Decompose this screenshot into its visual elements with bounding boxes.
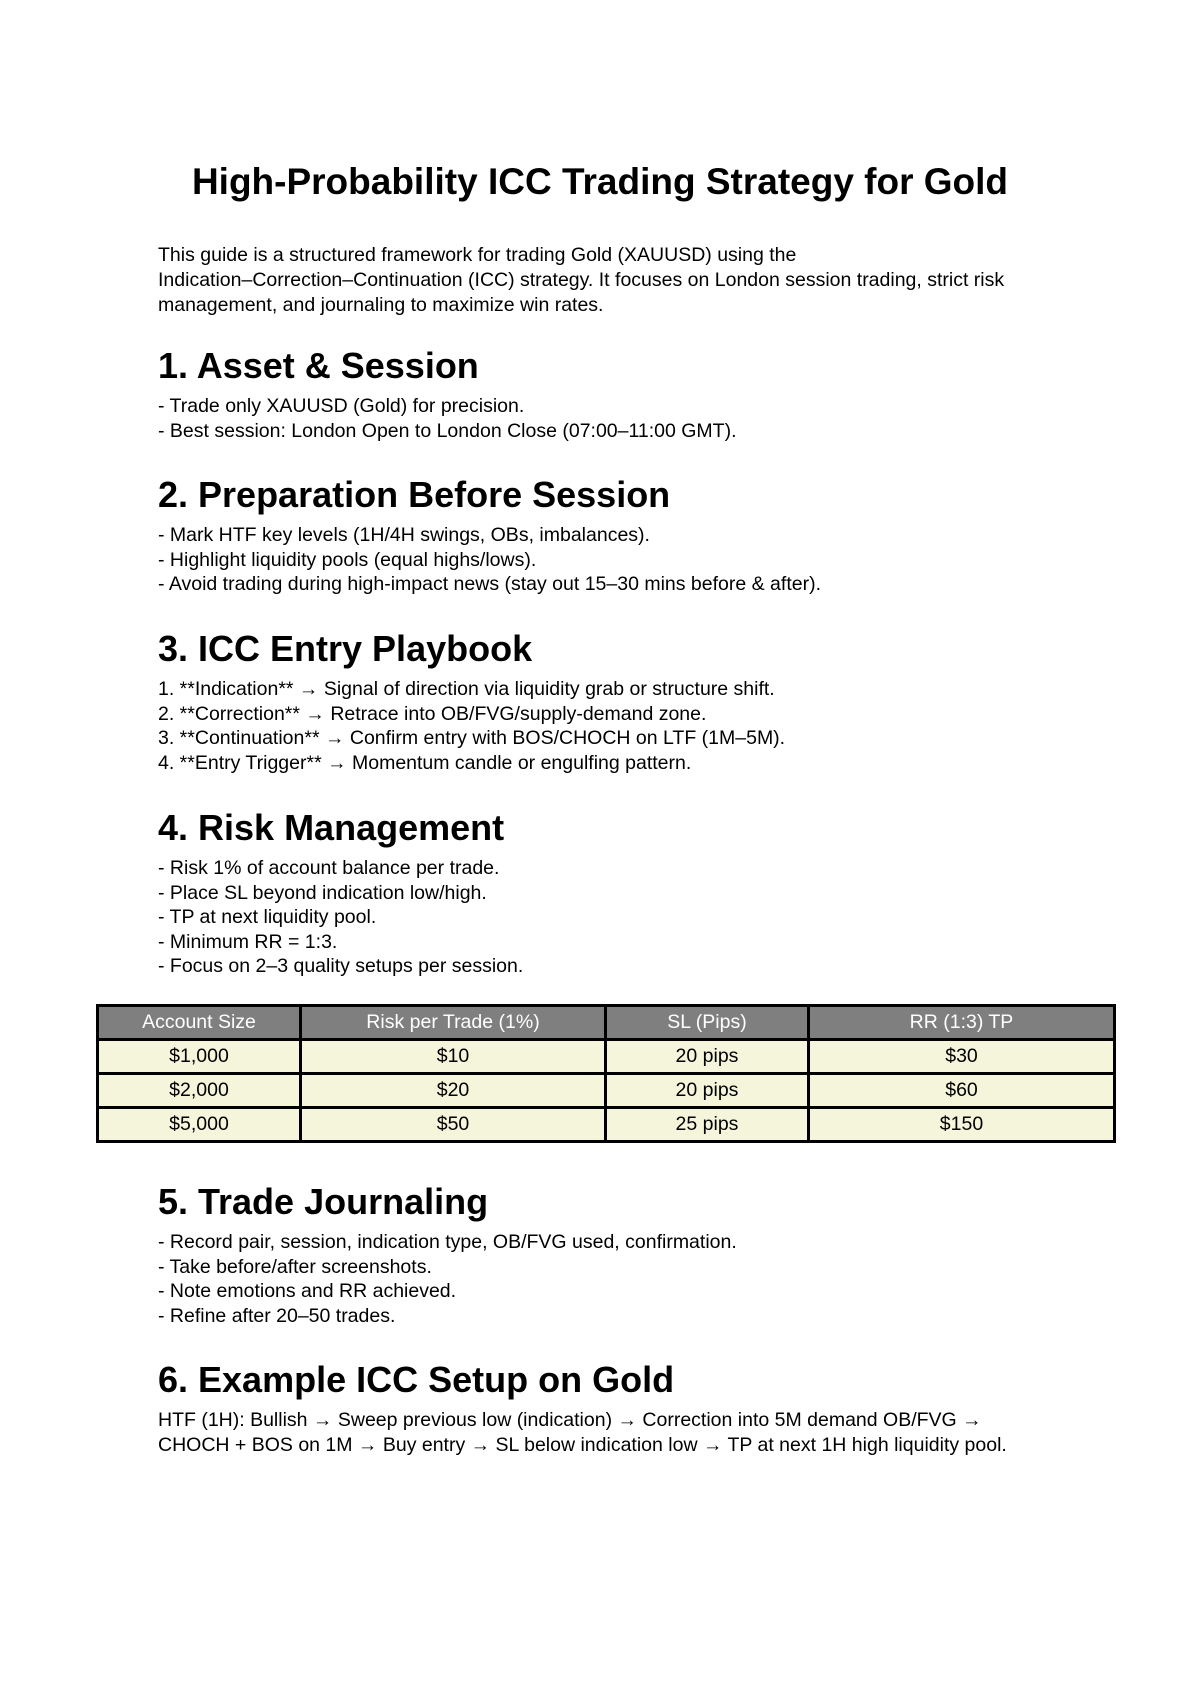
bullet-line: - Mark HTF key levels (1H/4H swings, OBs, imbalances). xyxy=(158,524,650,546)
paragraph-line: HTF (1H): Bullish → Sweep previous low (indication) → Correction into 5M demand OB/FVG → xyxy=(158,1409,982,1431)
table-row xyxy=(98,1040,1115,1074)
section-body xyxy=(158,394,1058,443)
section-preparation xyxy=(158,473,1058,597)
section-heading: 2. Preparation Before Session xyxy=(158,474,671,515)
table-cell: 20 pips xyxy=(606,1040,809,1074)
bullet-line: - Avoid trading during high-impact news (stay out 15–30 mins before & after). xyxy=(158,573,821,595)
intro-line: Indication–Correction–Continuation (ICC) strategy. It focuses on London session trading, strict risk xyxy=(158,269,1005,291)
section-risk-management xyxy=(158,806,1058,979)
column-header: Risk per Trade (1%) xyxy=(301,1006,606,1040)
bullet-line: - Refine after 20–50 trades. xyxy=(158,1304,396,1327)
table-cell: $150 xyxy=(809,1108,1115,1142)
table-cell: 25 pips xyxy=(606,1108,809,1142)
bullet-line: - Focus on 2–3 quality setups per session. xyxy=(158,955,524,977)
table-header-row xyxy=(98,1006,1115,1040)
intro-paragraph xyxy=(158,243,1058,318)
bullet-line: - Trade only XAUUSD (Gold) for precision. xyxy=(158,395,525,417)
section-heading: 6. Example ICC Setup on Gold xyxy=(158,1359,675,1400)
table-cell: 20 pips xyxy=(606,1074,809,1108)
bullet-line: - Minimum RR = 1:3. xyxy=(158,930,338,953)
table-cell: $2,000 xyxy=(98,1074,301,1108)
section-heading: 3. ICC Entry Playbook xyxy=(158,628,533,669)
bullet-line: - Risk 1% of account balance per trade. xyxy=(158,857,500,879)
risk-table-container xyxy=(96,1004,1113,1143)
section-heading: 5. Trade Journaling xyxy=(158,1181,489,1222)
section-asset-session xyxy=(158,344,1058,443)
section-body xyxy=(158,1230,1058,1328)
section-heading: 1. Asset & Session xyxy=(158,345,479,386)
numbered-line: 3. **Continuation** → Confirm entry with BOS/CHOCH on LTF (1M–5M). xyxy=(158,727,786,749)
intro-line: This guide is a structured framework for trading Gold (XAUUSD) using the xyxy=(158,244,797,266)
table-cell: $30 xyxy=(809,1040,1115,1074)
numbered-line: 1. **Indication** → Signal of direction via liquidity grab or structure shift. xyxy=(158,678,775,700)
section-body xyxy=(158,856,1058,979)
section-body xyxy=(158,1408,1058,1457)
document-title: High-Probability ICC Trading Strategy for Gold xyxy=(191,161,1009,202)
bullet-line: - TP at next liquidity pool. xyxy=(158,906,377,928)
section-body xyxy=(158,523,1058,597)
section-body xyxy=(158,677,1058,775)
numbered-line: 4. **Entry Trigger** → Momentum candle or engulfing pattern. xyxy=(158,751,692,774)
table-cell: $50 xyxy=(301,1108,606,1142)
risk-table xyxy=(96,1004,1116,1143)
bullet-line: - Record pair, session, indication type, OB/FVG used, confirmation. xyxy=(158,1231,737,1253)
section-trade-journaling xyxy=(158,1180,1058,1328)
section-heading: 4. Risk Management xyxy=(158,807,505,848)
table-cell: $1,000 xyxy=(98,1040,301,1074)
column-header: Account Size xyxy=(98,1006,301,1040)
column-header: RR (1:3) TP xyxy=(809,1006,1115,1040)
bullet-line: - Place SL beyond indication low/high. xyxy=(158,881,487,904)
bullet-line: - Note emotions and RR achieved. xyxy=(158,1280,457,1302)
bullet-line: - Highlight liquidity pools (equal highs/lows). xyxy=(158,548,537,571)
paragraph-line: CHOCH + BOS on 1M → Buy entry → SL below indication low → TP at next 1H high liquidity pool. xyxy=(158,1433,1007,1456)
table-cell: $60 xyxy=(809,1074,1115,1108)
table-cell: $20 xyxy=(301,1074,606,1108)
section-entry-playbook xyxy=(158,627,1058,775)
table-cell: $10 xyxy=(301,1040,606,1074)
bullet-line: - Best session: London Open to London Close (07:00–11:00 GMT). xyxy=(158,419,737,442)
table-cell: $5,000 xyxy=(98,1108,301,1142)
table-row xyxy=(98,1074,1115,1108)
intro-line: management, and journaling to maximize win rates. xyxy=(158,294,604,316)
section-example-setup xyxy=(158,1358,1058,1457)
table-row xyxy=(98,1108,1115,1142)
numbered-line: 2. **Correction** → Retrace into OB/FVG/supply-demand zone. xyxy=(158,702,707,725)
bullet-line: - Take before/after screenshots. xyxy=(158,1255,432,1278)
column-header: SL (Pips) xyxy=(606,1006,809,1040)
